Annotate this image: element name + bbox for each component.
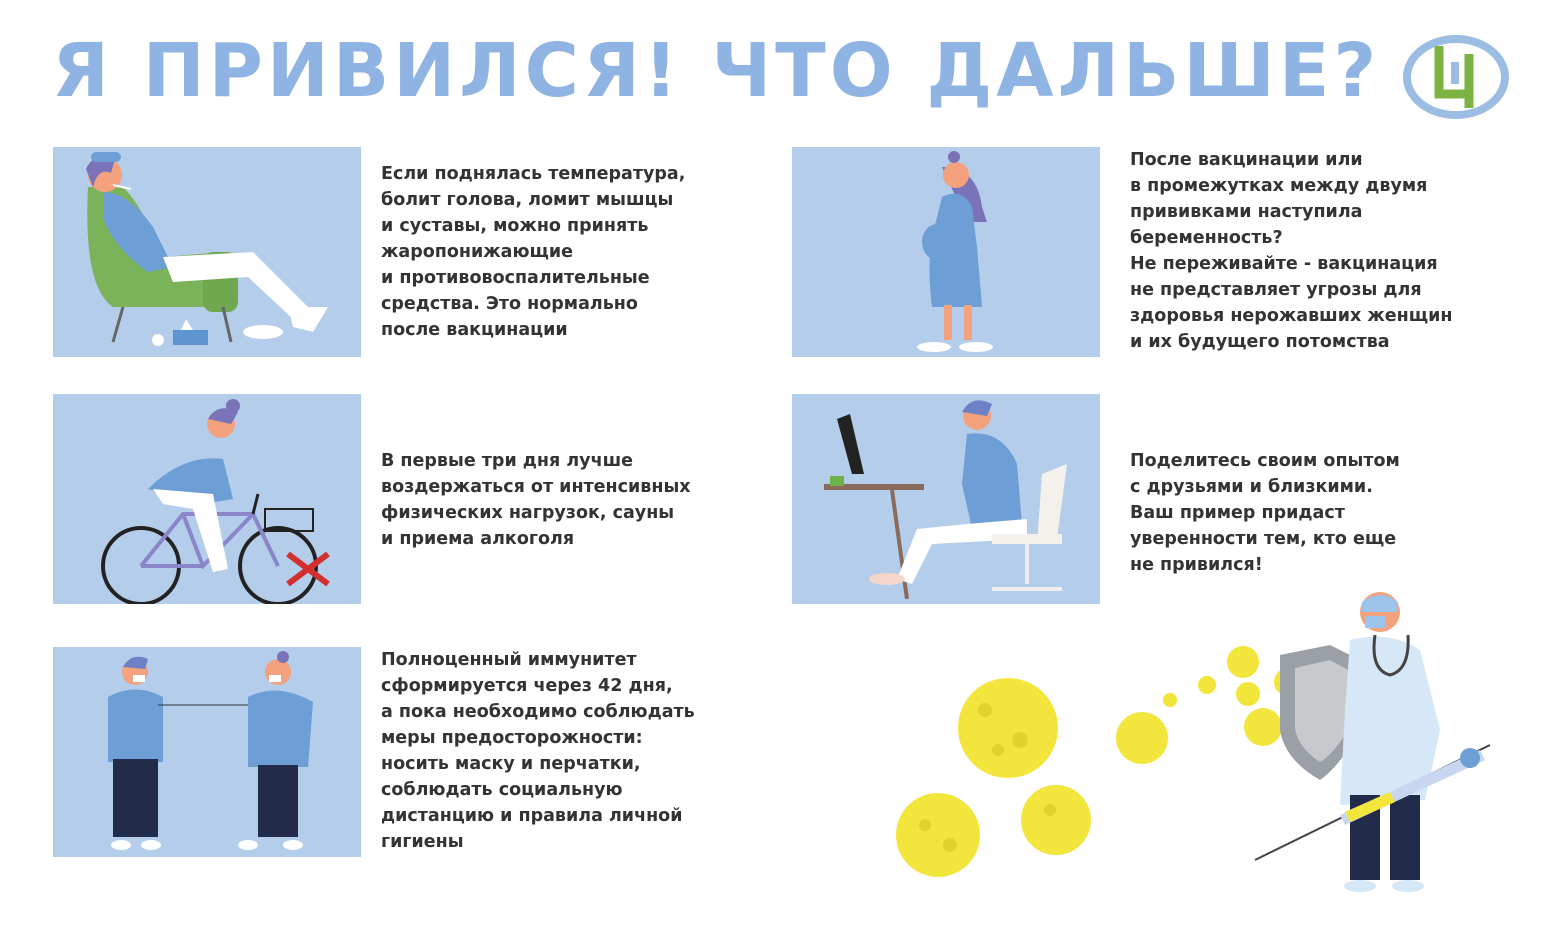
tip-text: Если поднялась температура, болит голова, ломит мышцы и суставы, можно принять жаропонижающие и противовоспалительные средства. Это нормально после вакцинации xyxy=(381,164,686,340)
illustration-bicycle xyxy=(53,394,361,604)
illustration-man-at-computer xyxy=(792,394,1100,604)
illustration-sick-person xyxy=(53,147,361,357)
illustration-doctor-viruses xyxy=(880,590,1520,910)
tip-text: Поделитесь своим опытом с друзьями и близкими. Ваш пример придаст уверенности тем, кто еще не привился! xyxy=(1130,451,1400,575)
illustration-social-distance xyxy=(53,647,361,857)
illustration-pregnant-woman xyxy=(792,147,1100,357)
page-title: Я ПРИВИЛСЯ! ЧТО ДАЛЬШЕ? xyxy=(52,28,1381,114)
tip-text: В первые три дня лучше воздержаться от интенсивных физических нагрузок, сауны и приема алкоголя xyxy=(381,451,691,549)
tip-text: После вакцинации или в промежутках между двумя прививками наступила беременность? Не переживайте - вакцинация не представляет угрозы для здоровья нерожавших женщин и их будущего потомства xyxy=(1130,150,1453,352)
logo-icon xyxy=(1403,34,1509,120)
tip-text: Полноценный иммунитет сформируется через 42 дня, а пока необходимо соблюдать меры предосторожности: носить маску и перчатки, соблюдать социальную дистанцию и правила личной гигиены xyxy=(381,650,695,852)
